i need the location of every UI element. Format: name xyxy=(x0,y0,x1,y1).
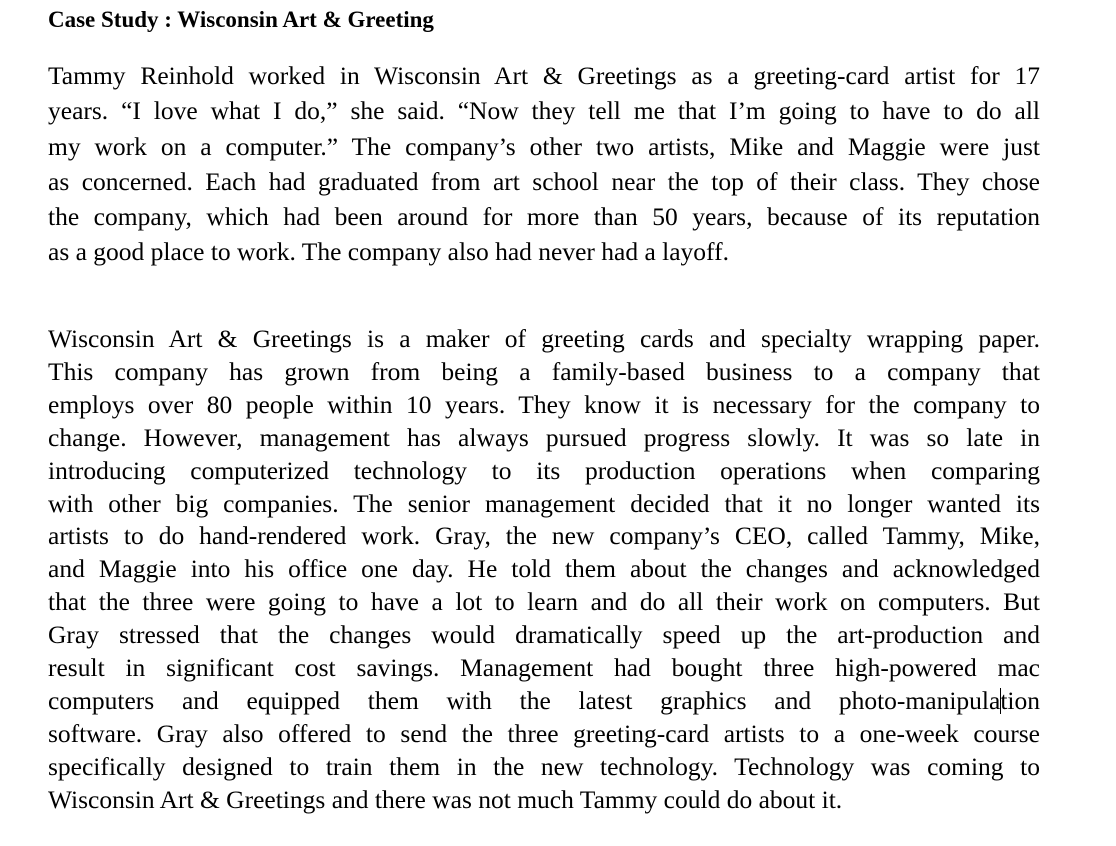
paragraph-2-line: specifically designed to train them in the new technology. Technology was coming to xyxy=(48,751,1040,781)
paragraph-1-line: Tammy Reinhold worked in Wisconsin Art & Greetings as a greeting-card artist for 17 xyxy=(48,61,1040,90)
paragraph-2-line: Wisconsin Art & Greetings and there was not much Tammy could do about it. xyxy=(48,784,843,814)
paragraph-1-line: as concerned. Each had graduated from art school near the top of their class. They chose xyxy=(48,166,1040,196)
case-study-title: Case Study : Wisconsin Art & Greeting xyxy=(48,7,434,32)
paragraph-2-line: This company has grown from being a family-based business to a company that xyxy=(48,356,1040,386)
cursor-line-text-before: computers and equipped them with the latest graphics and photo-manipula xyxy=(48,685,1001,715)
paragraph-1-line: the company, which had been around for more than 50 years, because of its reputation xyxy=(48,202,1040,232)
paragraph-2-line: Gray stressed that the changes would dramatically speed up the art-production and xyxy=(48,620,1040,650)
paragraph-2-line: that the three were going to have a lot to learn and do all their work on computers. But xyxy=(48,587,1040,617)
paragraph-2-line: software. Gray also offered to send the three greeting-card artists to a one-week course xyxy=(48,718,1040,748)
paragraph-2-line: introducing computerized technology to its production operations when comparing xyxy=(48,455,1040,485)
paragraph-2-line: and Maggie into his office one day. He told them about the changes and acknowledged xyxy=(48,554,1040,584)
paragraph-1-line: as a good place to work. The company also had never had a layoff. xyxy=(48,237,729,267)
paragraph-2-line: artists to do hand-rendered work. Gray, the new company’s CEO, called Tammy, Mike, xyxy=(48,521,1040,551)
paragraph-2-line: with other big companies. The senior management decided that it no longer wanted its xyxy=(48,488,1040,518)
paragraph-1-line: years. “I love what I do,” she said. “Now they tell me that I’m going to have to do all xyxy=(48,96,1040,126)
paragraph-2-line: employs over 80 people within 10 years. They know it is necessary for the company to xyxy=(48,389,1040,419)
paragraph-2-line: result in significant cost savings. Management had bought three high-powered mac xyxy=(48,653,1040,683)
paragraph-2-line: change. However, management has always pursued progress slowly. It was so late in xyxy=(48,422,1040,452)
paragraph-2 xyxy=(48,323,1040,817)
paragraph-2-line-with-cursor[interactable] xyxy=(48,685,1040,718)
cursor-line-text-after: tion xyxy=(1000,685,1040,715)
paragraph-1-line: my work on a computer.” The company’s other two artists, Mike and Maggie were just xyxy=(48,131,1040,161)
paragraph-2-line: Wisconsin Art & Greetings is a maker of greeting cards and specialty wrapping paper. xyxy=(48,324,1040,353)
paragraph-1 xyxy=(48,58,1040,270)
